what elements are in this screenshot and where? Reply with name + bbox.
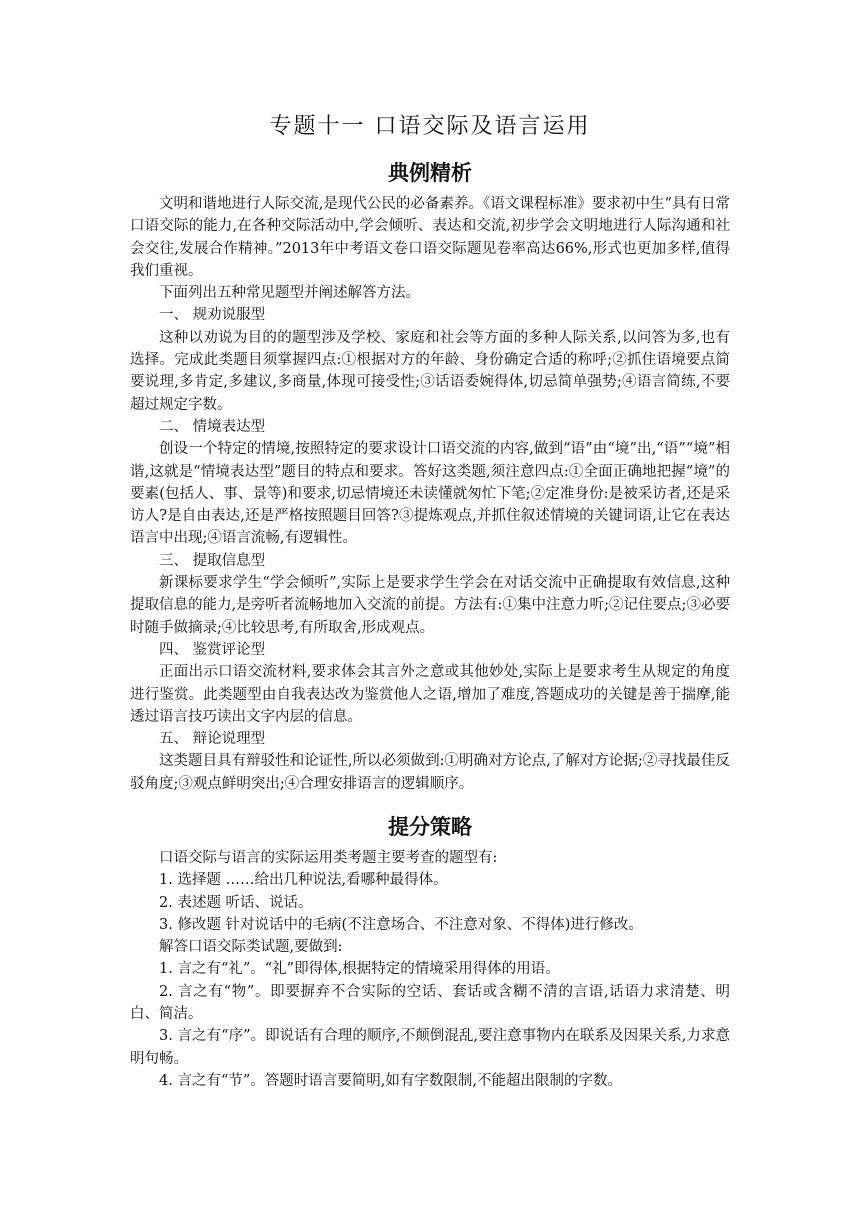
type-heading-debate: 五、 辩论说理型	[159, 731, 266, 748]
type-text-situation: 创设一个特定的情境,按照特定的要求设计口语交流的内容,做到“语”由“境”出,“语”“境”相谐,这就是“情境表达型”题目的特点和要求。答好这类题,须注意四点:①全面正确地把握“境”的要素(包括人、事、景等)和要求,切忌情境还未读懂就匆忙下笔;②定准身份:是被采访者,还是采访人?是自由表达,还是严格按照题目回答?③提炼观点,并抓住叙述情境的关键词语,让它在表达语言中出现;④语言流畅,有逻辑性。	[130, 441, 730, 547]
type-heading-extract: 三、 提取信息型	[159, 552, 266, 569]
intro-paragraph: 文明和谐地进行人际交流,是现代公民的必备素养。《语文课程标准》要求初中生“具有日常口语交际的能力,在各种交际活动中,学会倾听、表达和交流,初步学会文明地进行人际沟通和社会交往,发展合作精神。”2013年中考语文卷口语交际题见卷率高达66%,形式也更加多样,值得我们重视。	[130, 196, 730, 279]
type-heading-appreciate: 四、 鉴赏评论型	[159, 641, 266, 658]
requirement-substance: 2. 言之有“物”。即要摒弃不合实际的空话、套话或含糊不清的言语,话语力求清楚、明白、简洁。	[130, 983, 730, 1023]
type-heading-persuade: 一、 规劝说服型	[159, 307, 266, 324]
strategy-intro: 口语交际与语言的实际运用类考题主要考查的题型有:	[159, 850, 498, 866]
type-text-persuade: 这种以劝说为目的的题型涉及学校、家庭和社会等方面的多种人际关系,以问答为多,也有选择。完成此类题目须掌握四点:①根据对方的年龄、身份确定合适的称呼;②抓住语境要点简要说理,多肯定,多建议,多商量,体现可接受性;③话语委婉得体,切忌简单强势;④语言简练,不要超过规定字数。	[130, 329, 730, 413]
type-heading-situation: 二、 情境表达型	[159, 418, 266, 435]
type-text-appreciate: 正面出示口语交流材料,要求体会其言外之意或其他妙处,实际上是要求考生从规定的角度进行鉴赏。此类题型由自我表达改为鉴赏他人之语,增加了难度,答题成功的关键是善于揣摩,能透过语言技巧读出文字内层的信息。	[130, 664, 730, 725]
type-text-debate: 这类题目具有辩驳性和论证性,所以必须做到:①明确对方论点,了解对方论据;②寻找最佳反驳角度;③观点鲜明突出;④合理安排语言的逻辑顺序。	[130, 753, 730, 792]
question-type-express: 2. 表述题 听话、说话。	[159, 894, 313, 911]
question-type-revise: 3. 修改题 针对说话中的毛病(不注意场合、不注意对象、不得体)进行修改。	[159, 916, 643, 933]
requirement-courtesy: 1. 言之有“礼”。“礼”即得体,根据特定的情境采用得体的用语。	[159, 961, 560, 978]
page-title: 专题十一 口语交际及语言运用	[269, 114, 591, 139]
section-heading-strategy: 提分策略	[388, 815, 472, 839]
requirement-brevity: 4. 言之有“节”。答题时语言要简明,如有字数限制,不能超出限制的字数。	[159, 1072, 622, 1089]
type-text-extract: 新课标要求学生“学会倾听”,实际上是要求学生学会在对话交流中正确提取有效信息,这种提取信息的能力,是旁听者流畅地加入交流的前提。方法有:①集中注意力听;②记住要点;③必要时随手做摘录;④比较思考,有所取舍,形成观点。	[130, 575, 730, 636]
overview-paragraph: 下面列出五种常见题型并阐述解答方法。	[159, 285, 420, 302]
question-type-choice: 1. 选择题 ……给出几种说法,看哪种最得体。	[159, 872, 448, 889]
requirement-order: 3. 言之有“序”。即说话有合理的顺序,不颠倒混乱,要注意事物内在联系及因果关系,力求意明句畅。	[130, 1028, 730, 1067]
section-heading-examples: 典例精析	[388, 161, 472, 185]
requirements-intro: 解答口语交际类试题,要做到:	[159, 939, 343, 956]
section-body-examples	[130, 193, 730, 795]
section-body-strategy	[130, 847, 730, 1092]
